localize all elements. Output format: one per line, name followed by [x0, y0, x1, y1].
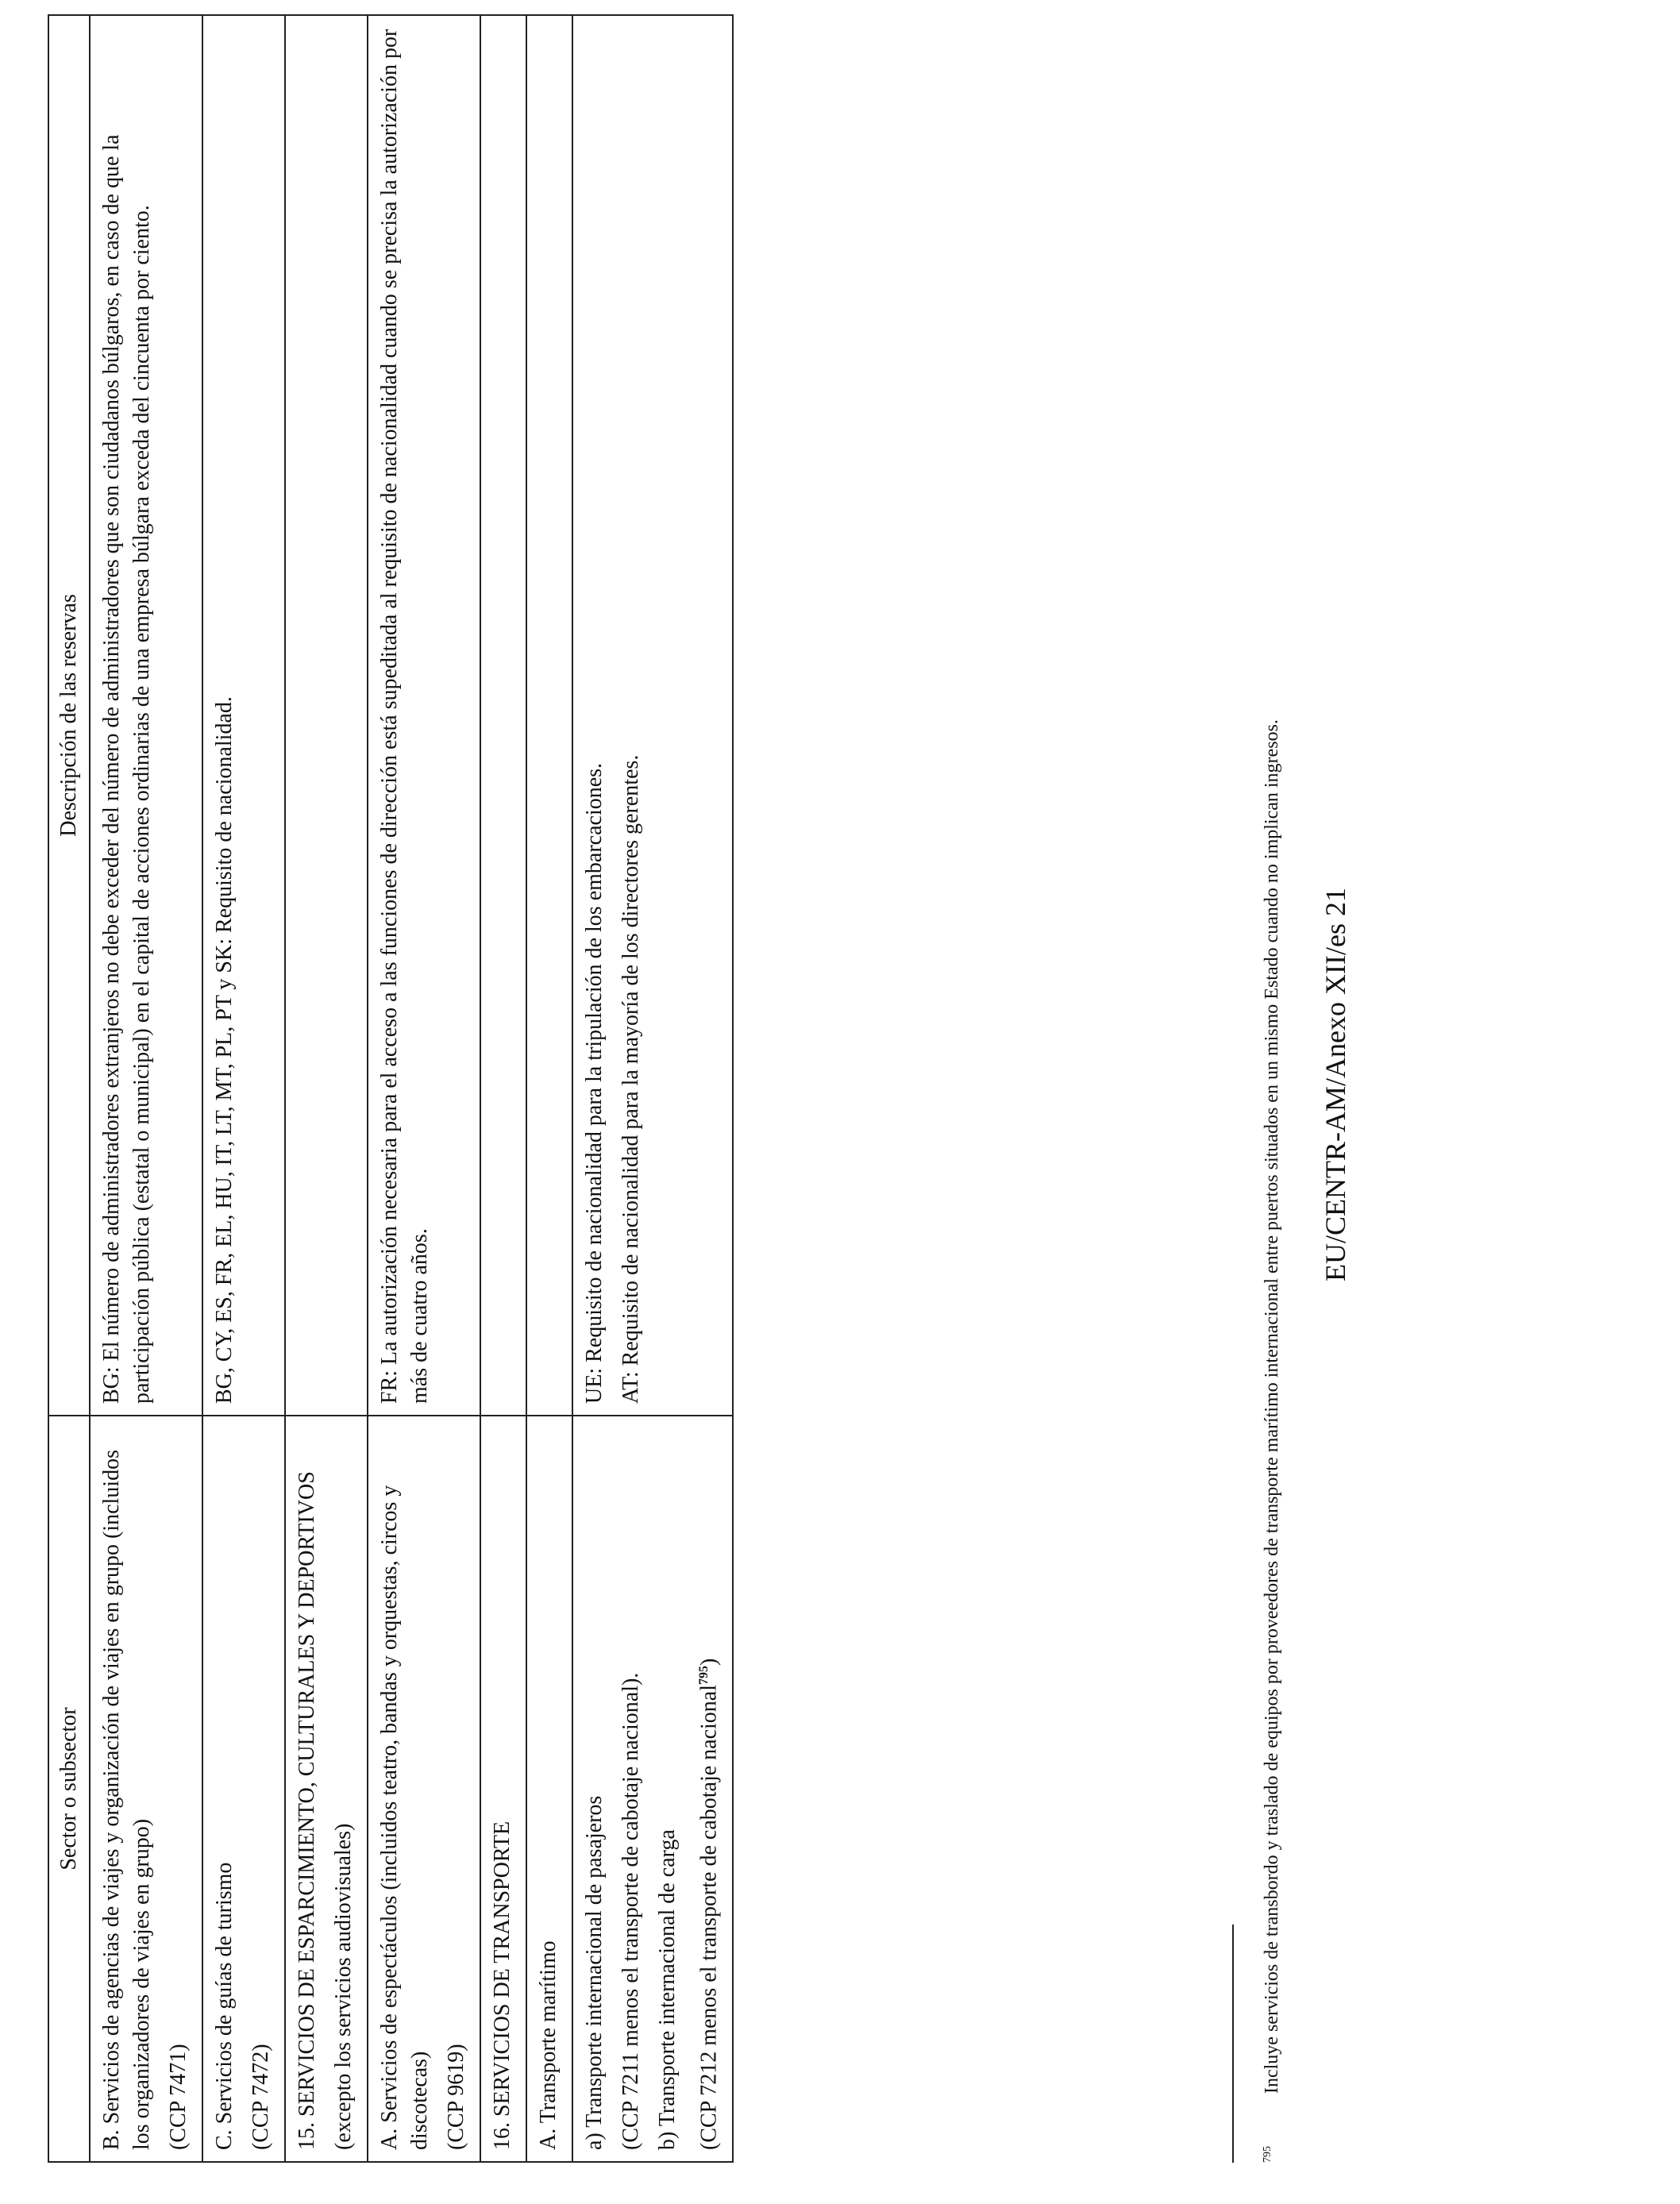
description-text: UE: Requisito de nacionalidad para la tripulación de los embarcaciones. [582, 762, 607, 1404]
sector-text: C. Servicios de guías de turismo [212, 1862, 237, 2150]
sector-heading: 15. SERVICIOS DE ESPARCIMIENTO, CULTURALES Y DEPORTIVOS [295, 1471, 319, 2150]
sector-text: a) Transporte internacional de pasajeros [582, 1795, 607, 2150]
table-row [368, 15, 480, 2162]
description-text: FR: La autorización necesaria para el acceso a las funciones de dirección está supeditada al requisito de nacionalidad cuando se precisa la autorización por más de cuatro años. [377, 29, 432, 1404]
description-cell-empty [480, 15, 526, 1416]
sector-cell [572, 1416, 733, 2162]
description-cell-empty [526, 15, 572, 1416]
sector-cell [202, 1416, 285, 2162]
footnote-mark[interactable]: 795 [697, 1665, 711, 1685]
sector-code: (CCP 7472) [249, 2044, 273, 2150]
description-text: AT: Requisito de nacionalidad para la mayoría de los directores gerentes. [618, 754, 643, 1404]
footnote-number: 795 [1262, 2146, 1273, 2163]
sector-text: B. Servicios de agencias de viajes y organización de viajes en grupo (incluidos los organizadores de viajes en grupo) [99, 1450, 154, 2150]
sector-cell [368, 1416, 480, 2162]
header-description: Descripción de las reservas [48, 15, 90, 1416]
sector-cell [526, 1416, 572, 2162]
table-row [90, 15, 202, 2162]
description-cell [368, 15, 480, 1416]
sector-code: (CCP 7471) [166, 2044, 191, 2150]
page-reference: EU/CENTR-AM/Anexo XII/es 21 [1320, 888, 1351, 1281]
header-sector: Sector o subsector [48, 1416, 90, 2162]
sector-note: (excepto los servicios audiovisuales) [331, 1823, 356, 2150]
sector-code-text: (CCP 7212 menos el transporte de cabotaje nacional [696, 1684, 722, 2150]
table-row [572, 15, 733, 2162]
description-cell [90, 15, 202, 1416]
sector-text: b) Transporte internacional de carga [655, 1829, 680, 2150]
table-header-row [48, 15, 90, 2162]
sector-code-tail: ) [696, 1658, 722, 1666]
sector-cell [480, 1416, 526, 2162]
sector-code [689, 1428, 724, 2150]
table-row [202, 15, 285, 2162]
table-row [526, 15, 572, 2162]
table-row [285, 15, 368, 2162]
sector-heading: 16. SERVICIOS DE TRANSPORTE [490, 1821, 514, 2150]
description-text: BG: El número de administradores extranjeros no debe exceder del número de administradores que son ciudadanos búlgaros, en caso de que la participación pública (estatal o municipal) en el capital de acciones ordinarias de una empresa búlgara exceda del cincuenta por ciento. [99, 134, 154, 1404]
sector-code: (CCP 7211 menos el transporte de cabotaje nacional). [618, 1672, 643, 2150]
table-row [480, 15, 526, 2162]
footnote-text: Incluye servicios de transbordo y traslado de equipos por proveedores de transporte marítimo internacional entre puertos situados en un mismo Estado cuando no implican ingresos. [1262, 719, 1282, 2094]
sector-text: A. Servicios de espectáculos (incluidos teatro, bandas y orquestas, circos y discotecas) [377, 1485, 432, 2150]
footnote-separator [1232, 1925, 1234, 2163]
reservations-table [48, 14, 734, 2163]
sector-subheading: A. Transporte marítimo [536, 1940, 561, 2150]
sector-cell [285, 1416, 368, 2162]
description-cell-empty [285, 15, 368, 1416]
footnote [1256, 178, 1284, 2163]
description-cell [572, 15, 733, 1416]
description-cell [202, 15, 285, 1416]
description-text: BG, CY, ES, FR, EL, HU, IT, LT, MT, PL, PT y SK: Requisito de nacionalidad. [212, 696, 237, 1404]
sector-code: (CCP 9619) [444, 2044, 468, 2150]
sector-cell [90, 1416, 202, 2162]
